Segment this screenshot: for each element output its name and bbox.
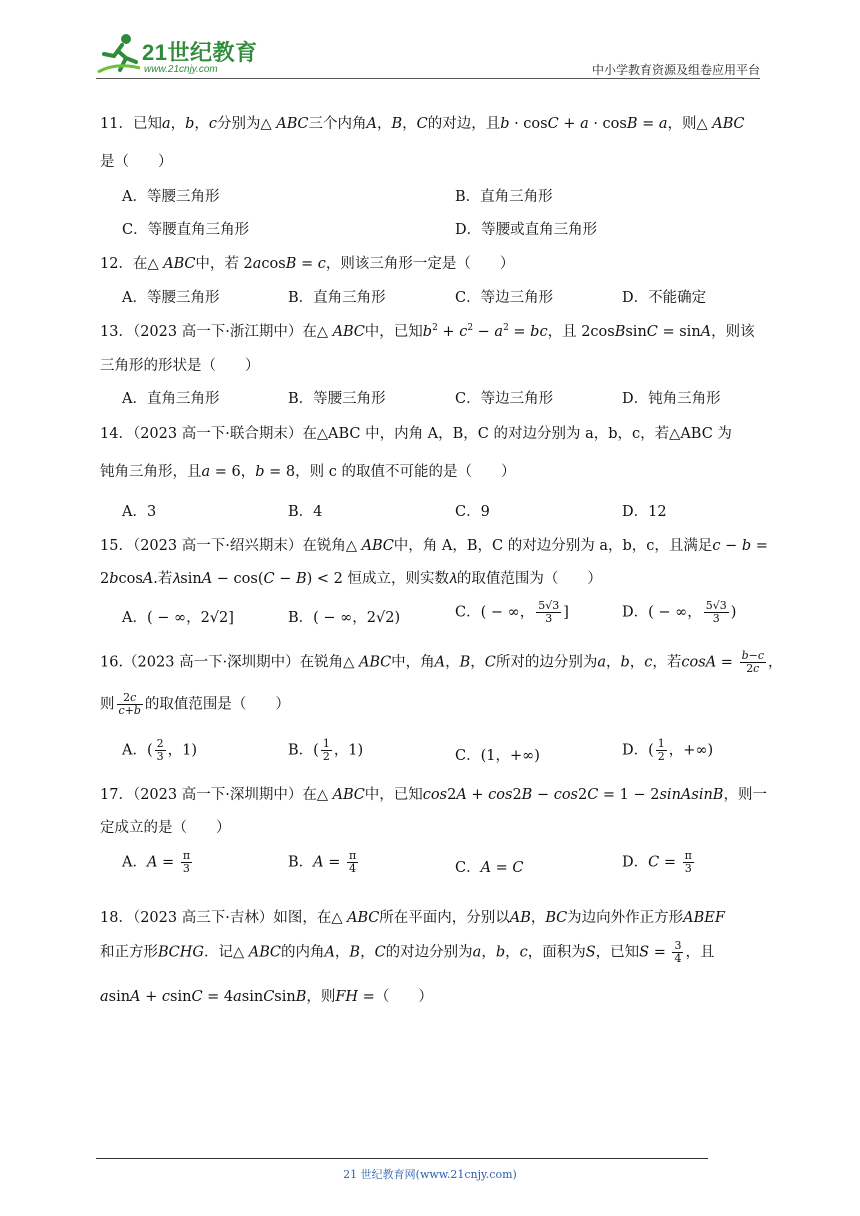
- q11-stem-line1: 11．已知𝑎，𝑏，𝑐分别为△ 𝐴𝐵𝐶三个内角𝐴，𝐵，𝐶的对边，且𝑏 · cos𝐶 + 𝑎 · cos𝐵 = 𝑎，则△ 𝐴𝐵𝐶: [100, 116, 745, 132]
- q15-c-prefix: C．( − ∞，: [455, 604, 535, 621]
- q17-b-prefix: B．𝐴 =: [288, 854, 345, 871]
- q17-stem-line2: 定成立的是（ ）: [100, 820, 231, 836]
- q17-a-den: 3: [182, 862, 190, 875]
- q15-c-den: 3: [545, 612, 553, 625]
- q12-option-d[interactable]: D．不能确定: [622, 290, 707, 306]
- footer-text[interactable]: 21 世纪教育网(www.21cnjy.com): [343, 1168, 517, 1181]
- q13-option-a[interactable]: A．直角三角形: [122, 391, 220, 407]
- q18-text-a: 和正方形𝐵𝐶𝐻𝐺．记△ 𝐴𝐵𝐶的内角𝐴，𝐵，𝐶的对边分别为𝑎，𝑏，𝑐，面积为𝑆，已知𝑆 =: [100, 944, 671, 961]
- q16-d-suffix: ，+∞): [668, 742, 714, 759]
- q16-text-c: 则: [100, 696, 115, 713]
- q15-stem-line2: 2𝑏cos𝐴.若𝜆sin𝐴 − cos(𝐶 − 𝐵) < 2 恒成立，则实数𝜆的取值范围为（ ）: [100, 571, 602, 587]
- q11-option-d[interactable]: D．等腰或直角三角形: [455, 222, 598, 238]
- q15-c-fraction: [536, 600, 561, 625]
- q18-stem-line1: 18．（2023 高三下·吉林）如图，在△ 𝐴𝐵𝐶所在平面内，分别以𝐴𝐵，𝐵𝐶为边向外作正方形𝐴𝐵𝐸𝐹: [100, 910, 725, 926]
- q15-c-suffix: ]: [563, 604, 569, 621]
- q18-stem-line3: 𝑎sin𝐴 + 𝑐sin𝐶 = 4𝑎sin𝐶sin𝐵，则𝐹𝐻 =（ ）: [100, 989, 433, 1005]
- q15-d-num: 5√3: [705, 599, 727, 612]
- q16-ratio-den: 𝑐+𝑏: [118, 704, 141, 717]
- q17-option-d[interactable]: [622, 850, 696, 875]
- q16-cosA-num: 𝑏−𝑐: [741, 649, 764, 662]
- q17-option-b[interactable]: [288, 850, 360, 875]
- q17-a-fraction: [181, 850, 192, 875]
- q18-S-fraction: [672, 940, 683, 965]
- q17-b-den: 4: [349, 862, 357, 875]
- q16-option-a[interactable]: [122, 738, 197, 763]
- logo-url: www.21cnjy.com: [144, 64, 218, 75]
- q16-b-prefix: B．(: [288, 742, 319, 759]
- q11-option-c[interactable]: C．等腰直角三角形: [122, 222, 250, 238]
- q14-option-b[interactable]: B．4: [288, 504, 323, 520]
- site-logo: [96, 30, 266, 78]
- q11-option-a[interactable]: A．等腰三角形: [122, 189, 220, 205]
- q13-stem-line1: [100, 320, 755, 341]
- header-divider: [96, 78, 760, 79]
- q13-exp-1: 2: [432, 323, 438, 334]
- q13-text-d: = 𝑏𝑐，且 2cos𝐵sin𝐶 = sin𝐴，则该: [508, 324, 755, 340]
- q14-option-d[interactable]: D．12: [622, 504, 667, 520]
- q16-b-den: 2: [322, 750, 330, 763]
- q16-text-b: ，: [767, 654, 783, 671]
- q13-exp-3: 2: [503, 323, 509, 334]
- q16-option-c[interactable]: C．(1，+∞): [455, 748, 540, 764]
- q17-a-num: π: [182, 849, 191, 862]
- q15-option-c[interactable]: [455, 600, 569, 625]
- q17-b-fraction: [347, 850, 358, 875]
- q14-option-a[interactable]: A．3: [122, 504, 157, 520]
- q15-d-suffix: ): [730, 604, 737, 621]
- q14-option-c[interactable]: C．9: [455, 504, 490, 520]
- q17-option-a[interactable]: [122, 850, 194, 875]
- q13-stem-line2: 三角形的形状是（ ）: [100, 358, 260, 374]
- q15-c-num: 5√3: [538, 599, 560, 612]
- q16-stem-line2: [100, 692, 290, 717]
- q16-option-b[interactable]: [288, 738, 363, 763]
- q13-text-c: − 𝑎: [473, 324, 504, 340]
- q16-stem-line1: [100, 650, 782, 675]
- q18-S-den: 4: [674, 952, 682, 965]
- q17-stem-line1: 17．（2023 高一下·深圳期中）在△ 𝐴𝐵𝐶中，已知𝑐𝑜𝑠2𝐴 + 𝑐𝑜𝑠2𝐵 − 𝑐𝑜𝑠2𝐶 = 1 − 2𝑠𝑖𝑛𝐴𝑠𝑖𝑛𝐵，则一: [100, 787, 767, 803]
- q15-option-a[interactable]: A．( − ∞，2√2]: [122, 610, 234, 626]
- q16-d-fraction: [656, 738, 667, 763]
- q15-option-d[interactable]: [622, 600, 736, 625]
- q18-S-num: 3: [674, 939, 682, 952]
- q13-option-c[interactable]: C．等边三角形: [455, 391, 554, 407]
- q17-d-num: π: [684, 849, 692, 862]
- q13-option-d[interactable]: D．钝角三角形: [622, 391, 721, 407]
- q13-exp-2: 2: [467, 323, 474, 334]
- page-header: [96, 30, 760, 78]
- q12-stem: 12．在△ 𝐴𝐵𝐶中，若 2𝑎cos𝐵 = 𝑐，则该三角形一定是（ ）: [100, 256, 515, 272]
- q12-option-b[interactable]: B．直角三角形: [288, 290, 386, 306]
- q11-stem-line2: 是（ ）: [100, 154, 173, 170]
- q16-b-fraction: [321, 738, 332, 763]
- q17-a-prefix: A．𝐴 =: [122, 854, 179, 871]
- q16-a-num: 2: [156, 737, 164, 750]
- q12-option-c[interactable]: C．等边三角形: [455, 290, 554, 306]
- q16-cosA-den: 2𝑐: [746, 662, 760, 675]
- q16-cosA-fraction: [740, 650, 766, 675]
- q15-stem-line1: 15．（2023 高一下·绍兴期末）在锐角△ 𝐴𝐵𝐶中，角 A，B，C 的对边分别为 a，b，c，且满足𝑐 − 𝑏 =: [100, 538, 768, 554]
- runner-logo-icon: [96, 32, 144, 76]
- q17-b-num: π: [349, 849, 357, 862]
- q16-ratio-fraction: [117, 692, 143, 717]
- q16-option-d[interactable]: [622, 738, 713, 763]
- q16-d-num: 1: [657, 737, 665, 750]
- q13-text-a: 13．（2023 高一下·浙江期中）在△ 𝐴𝐵𝐶中，已知𝑏: [100, 324, 433, 340]
- logo-text: 21世纪教育: [142, 40, 258, 65]
- q11-option-b[interactable]: B．直角三角形: [455, 189, 553, 205]
- q18-stem-line2: [100, 940, 714, 965]
- q17-option-c[interactable]: C．𝐴 = 𝐶: [455, 860, 524, 876]
- q16-b-suffix: ，1): [333, 742, 364, 759]
- q16-a-den: 3: [156, 750, 164, 763]
- q13-option-b[interactable]: B．等腰三角形: [288, 391, 386, 407]
- q16-b-num: 1: [322, 737, 330, 750]
- q16-d-den: 2: [657, 750, 665, 763]
- q15-d-fraction: [704, 600, 729, 625]
- q14-stem-line2: 钝角三角形，且𝑎 = 6，𝑏 = 8，则 c 的取值不可能的是（ ）: [100, 464, 516, 480]
- q16-a-fraction: [155, 738, 166, 763]
- q17-d-den: 3: [684, 862, 692, 875]
- q17-d-fraction: [683, 850, 694, 875]
- q16-text-d: 的取值范围是（ ）: [144, 696, 290, 713]
- q18-text-b: ，且: [685, 944, 715, 961]
- q16-a-suffix: ，1): [167, 742, 198, 759]
- q14-stem-line1: 14．（2023 高一下·联合期末）在△ABC 中，内角 A，B，C 的对边分别为 a，b，c，若△ABC 为: [100, 426, 732, 442]
- q15-d-den: 3: [712, 612, 720, 625]
- platform-name: 中小学教育资源及组卷应用平台: [591, 63, 760, 77]
- q17-d-prefix: D．𝐶 =: [622, 854, 681, 871]
- q15-option-b[interactable]: B．( − ∞，2√2): [288, 610, 401, 626]
- q16-text-a: 16.（2023 高一下·深圳期中）在锐角△ 𝐴𝐵𝐶中，角𝐴，𝐵，𝐶所对的边分别为𝑎，𝑏，𝑐，若𝑐𝑜𝑠𝐴 =: [100, 654, 738, 671]
- q16-a-prefix: A．(: [122, 742, 153, 759]
- q16-ratio-num: 2𝑐: [117, 692, 143, 705]
- q15-d-prefix: D．( − ∞，: [622, 604, 702, 621]
- q13-text-b: + 𝑐: [437, 324, 468, 340]
- q16-d-prefix: D．(: [622, 742, 654, 759]
- footer-divider: [96, 1158, 708, 1159]
- q12-option-a[interactable]: A．等腰三角形: [122, 290, 220, 306]
